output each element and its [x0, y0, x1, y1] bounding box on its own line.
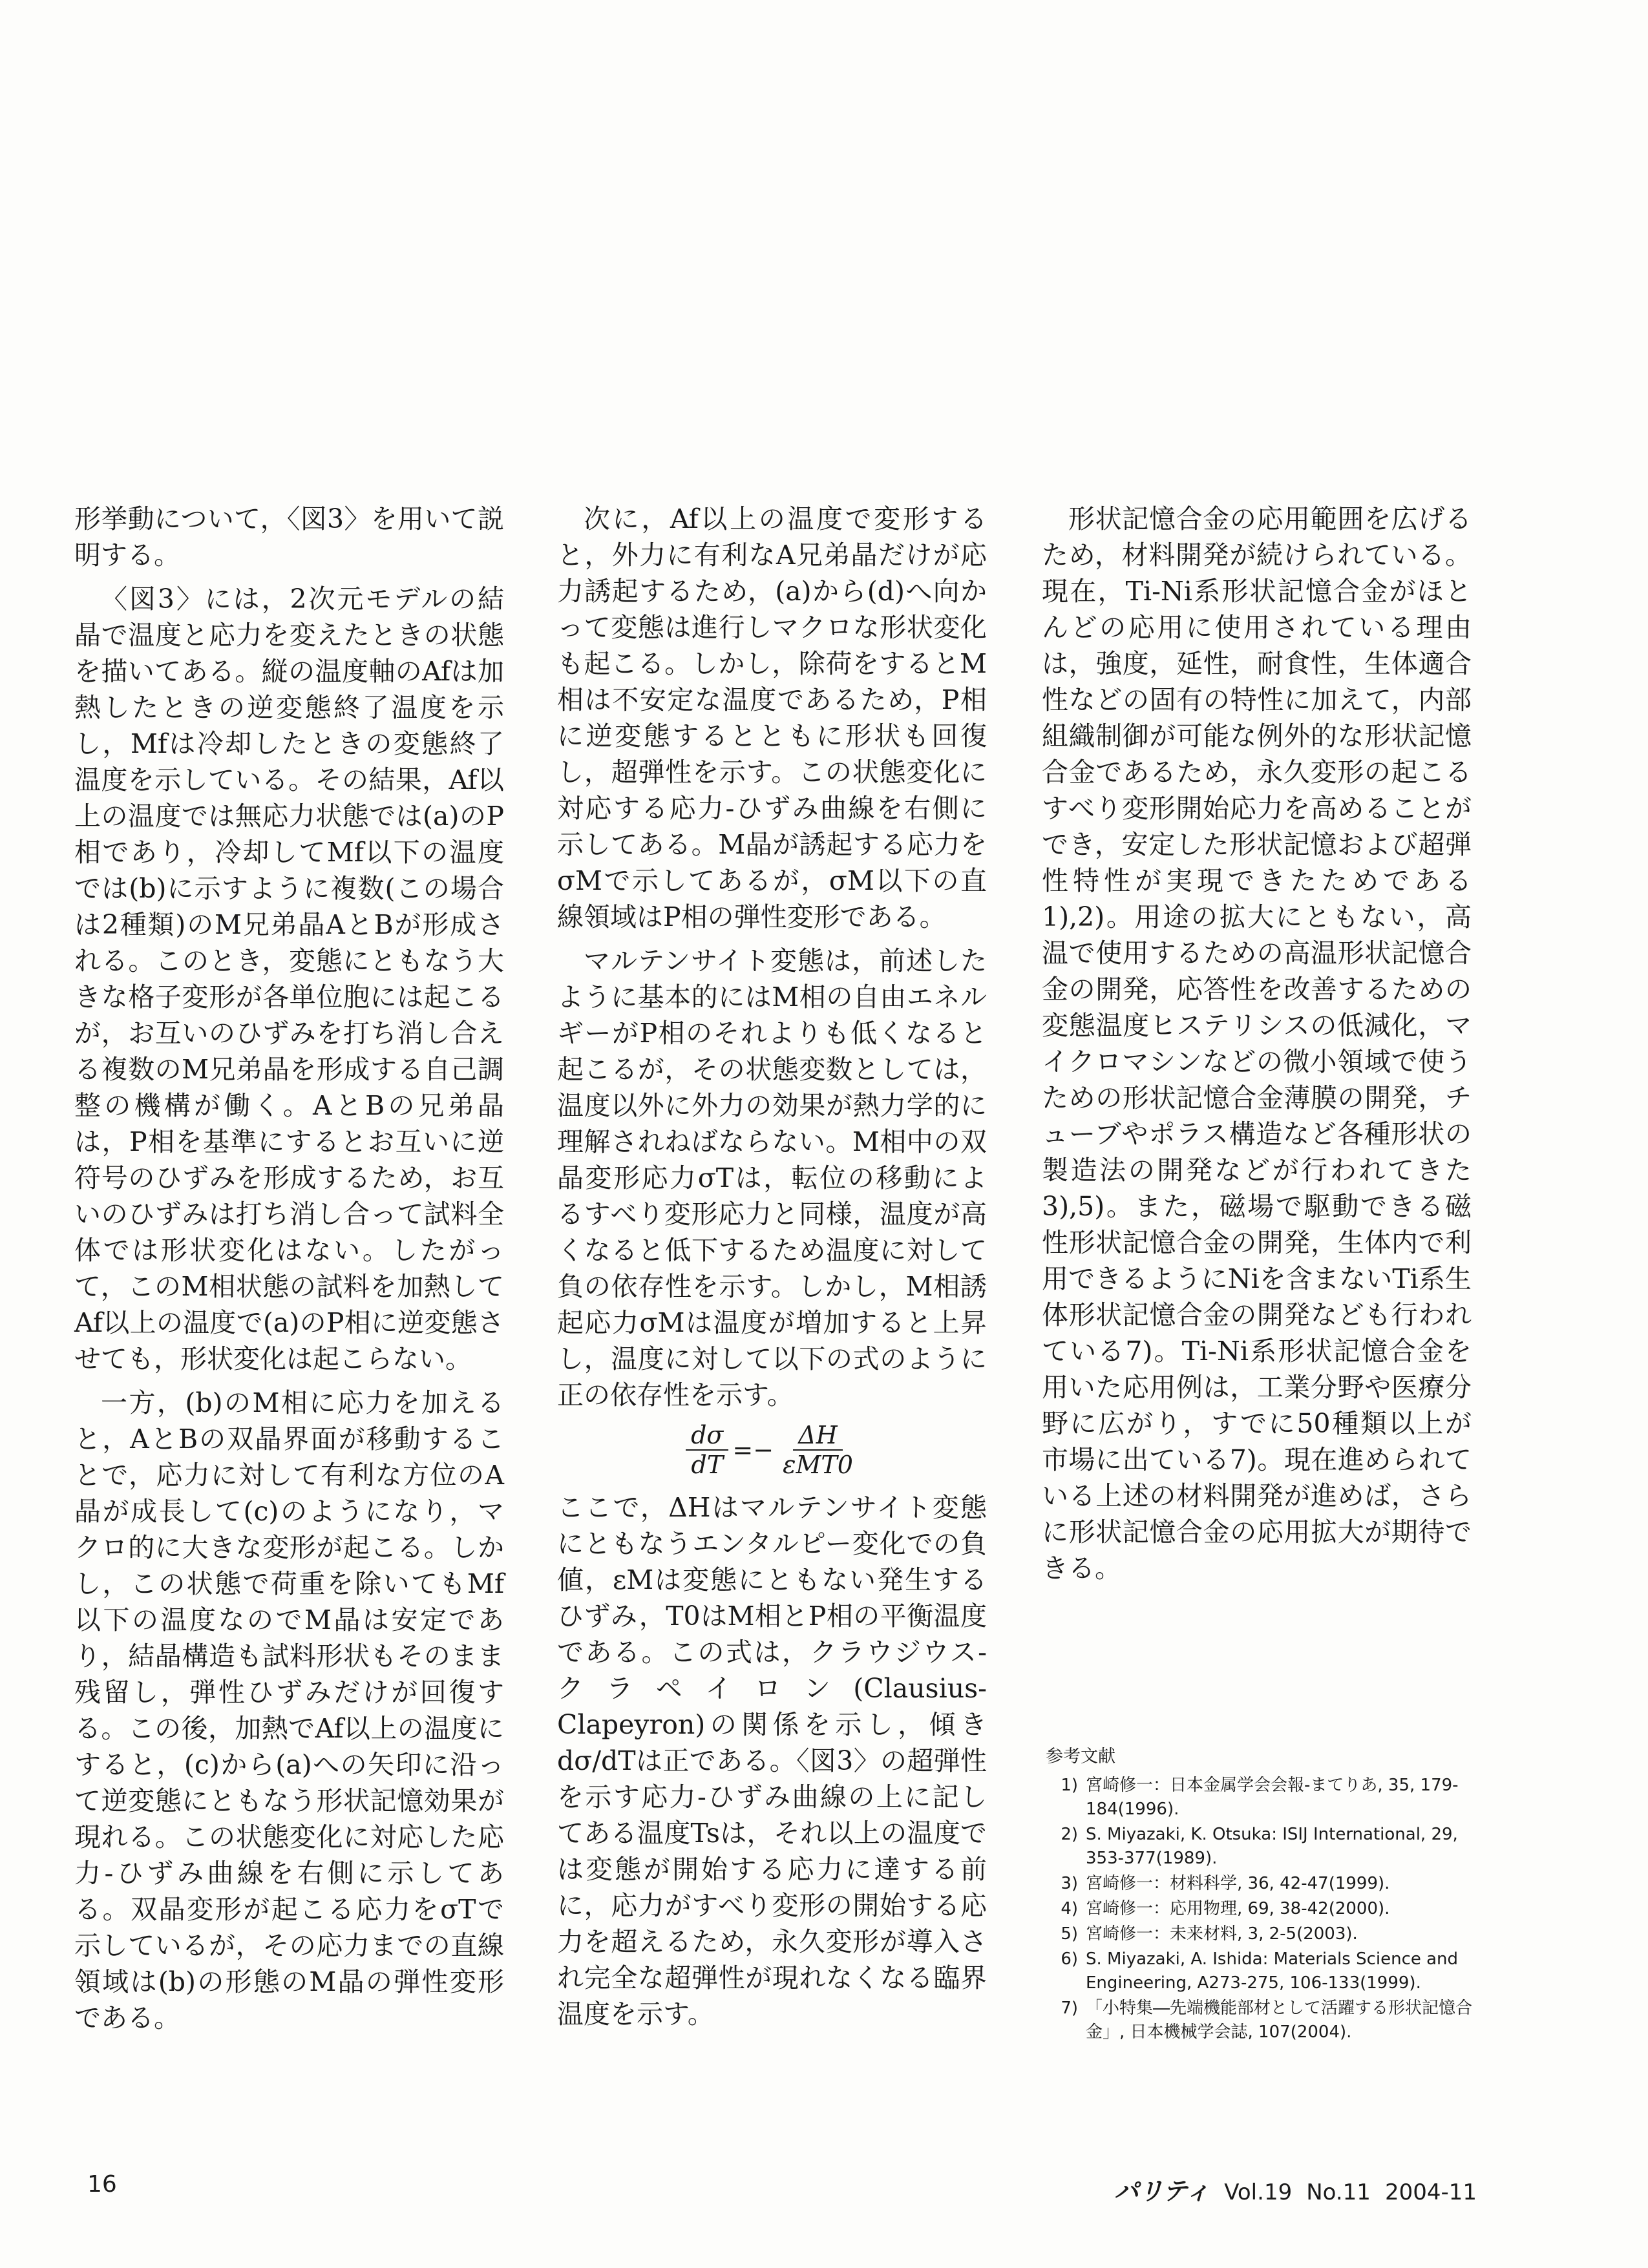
page-number: 16 [87, 2171, 117, 2198]
reference-number: 4) [1061, 1899, 1078, 1918]
reference-number: 1) [1061, 1776, 1078, 1795]
journal-issue: No.11 [1306, 2179, 1371, 2205]
references-list [1046, 1774, 1475, 2044]
text-column-1 [74, 501, 504, 2044]
paragraph: 〈図3〉には，2次元モデルの結晶で温度と応力を変えたときの状態を描いてある。縦の温度軸のAfは加熱したときの逆変態終了温度を示し，Mfは冷却したときの変態終了温度を示している。その結果，Af以上の温度では無応力状態では(a)のP相であり，冷却してMf以下の温度では(b)に示すように複数(この場合は2種類)のM兄弟晶AとBが形成される。このとき，変態にともなう大きな格子変形が各単位胞には起こるが，お互いのひずみを打ち消し合える複数のM兄弟晶を形成する自己調整の機構が働く。AとBの兄弟晶は，P相を基準にするとお互いに逆符号のひずみを形成するため，お互いのひずみは打ち消し合って試料全体では形状変化はない。したがって，このM相状態の試料を加熱してAf以上の温度で(a)のP相に逆変態させても，形状変化は起こらない。 [74, 583, 504, 1374]
clausius-clapeyron-formula [557, 1421, 987, 1479]
formula-lhs [686, 1421, 728, 1479]
text-column-2 [557, 501, 987, 2040]
journal-date: 2004-11 [1384, 2179, 1477, 2205]
formula-equals: =− [732, 1436, 774, 1464]
reference-number: 7) [1061, 1999, 1078, 2018]
formula-lhs-numerator: dσ [686, 1421, 728, 1451]
paragraph: ここで，ΔHはマルテンサイト変態にともなうエンタルピー変化での負値，εMは変態にともない発生するひずみ，T0はM相とP相の平衡温度である。この式は，クラウジウス-クラペイロン(Clausius-Clapeyron)の関係を示し，傾きdσ/dTは正である。〈図3〉の超弾性を示す応力-ひずみ曲線の上に記してある温度Tsは，それ以上の温度では変態が開始する応力に達する前に，応力がすべり変形の開始する応力を超えるため，永久変形が導入され完全な超弾性が現れなくなる臨界温度を示す。 [557, 1492, 987, 2030]
reference-text: S. Miyazaki, A. Ishida: Materials Science and Engineering, A273-275, 106-133(1999). [1086, 1949, 1459, 1993]
reference-text: S. Miyazaki, K. Otsuka: ISIJ International, 29, 353-377(1989). [1086, 1825, 1458, 1868]
reference-item [1046, 1948, 1475, 1995]
reference-text: 宮崎修一：応用物理, 69, 38-42(2000). [1086, 1899, 1390, 1918]
reference-text: 宮崎修一：未来材料, 3, 2-5(2003). [1086, 1924, 1358, 1944]
reference-number: 5) [1061, 1924, 1078, 1944]
reference-item [1046, 1823, 1475, 1871]
paragraph: 次に，Af以上の温度で変形すると，外力に有利なA兄弟晶だけが応力誘起するため，(a)から(d)へ向かって変態は進行しマクロな形状変化も起こる。しかし，除荷をするとM相は不安定な温度であるため，P相に逆変態するとともに形状も回復し，超弾性を示す。この状態変化に対応する応力-ひずみ曲線を右側に示してある。M晶が誘起する応力をσMで示してあるが，σM以下の直線領域はP相の弾性変形である。 [557, 503, 987, 932]
paragraph: 形状記憶合金の応用範囲を広げるため，材料開発が続けられている。現在，Ti-Ni系形状記憶合金がほとんどの応用に使用されている理由は，強度，延性，耐食性，生体適合性などの固有の特性に加えて，内部組織制御が可能な例外的な形状記憶合金であるため，永久変形の起こるすべり変形開始応力を高めることができ，安定した形状記憶および超弾性特性が実現できたためである1),2)。用途の拡大にともない，高温で使用するための高温形状記憶合金の開発，応答性を改善するための変態温度ヒステリシスの低減化，マイクロマシンなどの微小領域で使うための形状記憶合金薄膜の開発，チューブやポラス構造など各種形状の製造法の開発などが行われてきた3),5)。また，磁場で駆動できる磁性形状記憶合金の開発，生体内で利用できるようにNiを含まないTi系生体形状記憶合金の開発なども行われている7)。Ti-Ni系形状記憶合金を用いた応用例は，工業分野や医療分野に広がり，すでに50種類以上が市場に出ている7)。現在進められている上述の材料開発が進めば，さらに形状記憶合金の応用拡大が期待できる。 [1042, 503, 1472, 1584]
formula-lhs-denominator: dT [691, 1451, 724, 1479]
reference-item [1046, 1922, 1475, 1946]
text-column-3 [1042, 501, 1472, 1594]
reference-item [1046, 1997, 1475, 2044]
paragraph: 一方，(b)のM相に応力を加えると，AとBの双晶界面が移動することで，応力に対して有利な方位のA晶が成長して(c)のようになり，マクロ的に大きな変形が起こる。しかし，この状態で荷重を除いてもMf以下の温度なのでM晶は安定であり，結晶構造も試料形状もそのまま残留し，弾性ひずみだけが回復する。この後，加熱でAf以上の温度にすると，(c)から(a)への矢印に沿って逆変態にともなう形状記憶効果が現れる。この状態変化に対応した応力-ひずみ曲線を右側に示してある。双晶変形が起こる応力をσTで示しているが，その応力までの直線領域は(b)の形態のM晶の弾性変形である。 [74, 1387, 504, 2033]
paragraph: 形挙動について，〈図3〉を用いて説明する。 [74, 503, 504, 571]
reference-item [1046, 1872, 1475, 1896]
reference-number: 2) [1061, 1825, 1078, 1844]
reference-text: 「小特集―先端機能部材として活躍する形状記憶合金」, 日本機械学会誌, 107(2004). [1086, 1999, 1473, 2042]
reference-text: 宮崎修一：材料科学, 36, 42-47(1999). [1086, 1874, 1390, 1893]
formula-rhs-numerator: ΔH [793, 1421, 843, 1451]
references-section [1046, 1745, 1475, 2046]
references-title: 参考文献 [1046, 1747, 1115, 1767]
journal-footer [1114, 2171, 1477, 2207]
reference-text: 宮崎修一：日本金属学会会報-まてりあ, 35, 179-184(1996). [1086, 1776, 1459, 1819]
reference-number: 6) [1061, 1949, 1078, 1969]
reference-number: 3) [1061, 1874, 1078, 1893]
reference-item [1046, 1897, 1475, 1921]
journal-name: パリティ [1114, 2177, 1210, 2205]
formula-rhs-denominator: εMT0 [783, 1451, 853, 1479]
formula-rhs [777, 1421, 858, 1479]
journal-volume: Vol.19 [1224, 2179, 1293, 2205]
reference-item [1046, 1774, 1475, 1822]
paragraph: マルテンサイト変態は，前述したように基本的にはM相の自由エネルギーがP相のそれよりも低くなると起こるが，その状態変数としては，温度以外に外力の効果が熱力学的に理解されねばならない。M相中の双晶変形応力σTは，転位の移動によるすべり変形応力と同様，温度が高くなると低下するため温度に対して負の依存性を示す。しかし，M相誘起応力σMは温度が増加すると上昇し，温度に対して以下の式のように正の依存性を示す。 [557, 945, 987, 1411]
